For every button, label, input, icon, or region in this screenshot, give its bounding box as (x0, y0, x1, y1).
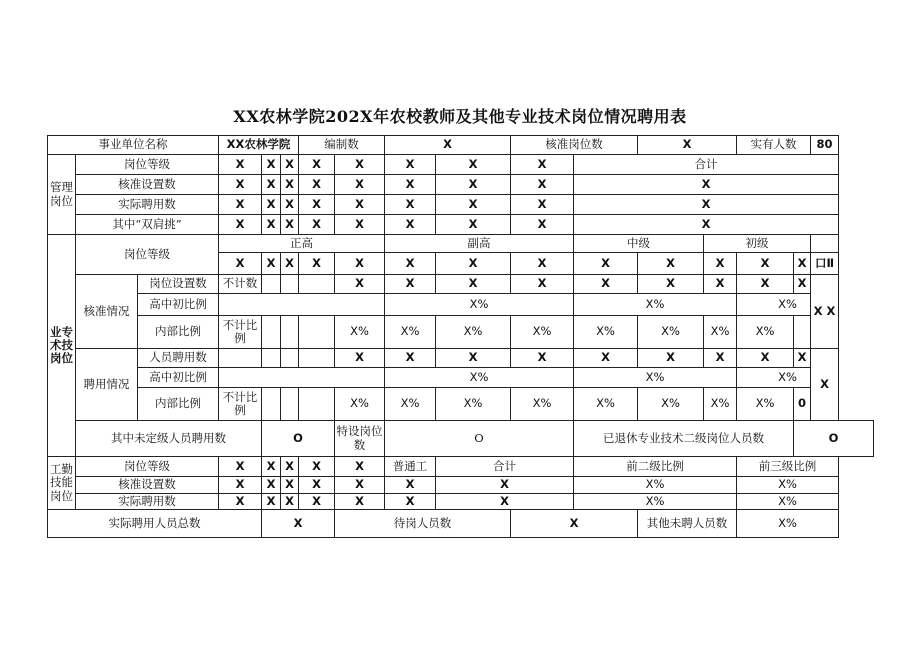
cell: X% (574, 477, 737, 494)
cell: X (574, 215, 839, 235)
unrated-label: 其中未定级人员聘用数 (76, 421, 262, 457)
cell: X% (704, 316, 737, 349)
cell: X (638, 275, 704, 294)
cell: X (385, 175, 436, 195)
cell: X% (511, 316, 574, 349)
cell: X (281, 175, 299, 195)
cell (262, 316, 281, 349)
cell: X% (574, 316, 638, 349)
cell: X (219, 457, 262, 477)
cell: X% (335, 388, 385, 421)
row-label: 其中“双肩挑” (76, 215, 219, 235)
cell: X (511, 175, 574, 195)
cell: X (335, 349, 385, 368)
approved-posts-label: 核准岗位数 (511, 136, 638, 155)
cell: X (281, 494, 299, 510)
cell: X (638, 253, 704, 275)
cell: X (704, 349, 737, 368)
cell (219, 368, 385, 388)
cell (219, 349, 262, 368)
cell: X (262, 195, 281, 215)
cell (299, 388, 335, 421)
cell: X (574, 349, 638, 368)
row-label: 核准设置数 (76, 477, 219, 494)
cell: X (794, 253, 811, 275)
cell: X (638, 349, 704, 368)
cell: 0 (794, 388, 811, 421)
prof-section-label: 业专术技岗位 (48, 235, 76, 457)
cell: X% (385, 388, 436, 421)
cell (299, 316, 335, 349)
actual-people-value: 80 (811, 136, 839, 155)
cell: X (299, 457, 335, 477)
cell: X% (385, 316, 436, 349)
cell: X (574, 175, 839, 195)
cell: X% (737, 494, 839, 510)
cell: X (299, 477, 335, 494)
cell: X% (511, 388, 574, 421)
waiting-label: 待岗人员数 (335, 510, 511, 538)
cell: X% (737, 477, 839, 494)
cell: 口Ⅱ (811, 253, 839, 275)
row-label: 岗位等级 (76, 155, 219, 175)
cell: X (281, 253, 299, 275)
cell: X (262, 253, 281, 275)
other-label: 其他未聘人员数 (638, 510, 737, 538)
row-label: 岗位设置数 (138, 275, 219, 294)
cell: X (704, 275, 737, 294)
cell: X% (574, 494, 737, 510)
table-row (48, 175, 874, 195)
cell: X% (574, 368, 737, 388)
total-hired-value: X (262, 510, 335, 538)
other-value: X% (737, 510, 839, 538)
row-label: 内部比例 (138, 388, 219, 421)
cell: X% (335, 316, 385, 349)
table-row (48, 494, 874, 510)
cell: X (511, 349, 574, 368)
cell (219, 294, 385, 316)
cell: 不计比例 (219, 388, 262, 421)
cell: X% (704, 388, 737, 421)
cell: X (704, 253, 737, 275)
row-label: 岗位等级 (76, 457, 219, 477)
cell: X (385, 494, 436, 510)
waiting-value: X (511, 510, 638, 538)
staffing-label: 编制数 (299, 136, 385, 155)
cell: X (436, 494, 574, 510)
retired-label: 已退休专业技术二级岗位人员数 (574, 421, 794, 457)
cell: X (436, 175, 511, 195)
cell: X (436, 477, 574, 494)
cell: X (436, 155, 511, 175)
table-row (48, 195, 874, 215)
cell: X% (638, 388, 704, 421)
cell: X% (436, 316, 511, 349)
cell: X (219, 494, 262, 510)
level-junior: 初级 (704, 235, 811, 253)
cell: X (335, 457, 385, 477)
cell: X (281, 195, 299, 215)
cell: X (574, 253, 638, 275)
cell: X (262, 155, 281, 175)
cell: 合计 (436, 457, 574, 477)
cell: X (335, 195, 385, 215)
cell: X (737, 253, 794, 275)
cell: X (262, 494, 281, 510)
cell: 不计比例 (219, 316, 262, 349)
level-associate: 副高 (385, 235, 574, 253)
cell: X (794, 349, 811, 368)
cell: X (511, 275, 574, 294)
row-label: 核准设置数 (76, 175, 219, 195)
cell: X X (811, 275, 839, 349)
hire-group-label: 聘用情况 (76, 349, 138, 421)
cell: X (385, 155, 436, 175)
cell: X (299, 155, 335, 175)
table-row (48, 155, 874, 175)
cell: X% (574, 388, 638, 421)
cell: X (436, 253, 511, 275)
cell: X (219, 253, 262, 275)
level-senior: 正高 (219, 235, 385, 253)
cell: X (299, 195, 335, 215)
table-row (48, 477, 874, 494)
level-mid: 中级 (574, 235, 704, 253)
unrated-value: O (262, 421, 335, 457)
cell: X (262, 457, 281, 477)
cell: X (335, 253, 385, 275)
approved-group-label: 核准情况 (76, 275, 138, 349)
cell: X (335, 275, 385, 294)
cell: X (281, 477, 299, 494)
table-row (48, 421, 874, 457)
cell: X (262, 215, 281, 235)
cell: X% (737, 368, 839, 388)
cell: X% (737, 388, 794, 421)
cell: X (299, 175, 335, 195)
cell: X (335, 494, 385, 510)
table-row (48, 294, 874, 316)
cell: X (737, 275, 794, 294)
cell: X (436, 275, 511, 294)
page-title: XX农林学院202X年农校教师及其他专业技术岗位情况聘用表 (233, 107, 687, 126)
special-label: 特设岗位数 (335, 421, 385, 457)
cell: X (335, 215, 385, 235)
cell (811, 235, 839, 253)
cell (262, 275, 281, 294)
cell: X (385, 195, 436, 215)
row-label: 高中初比例 (138, 294, 219, 316)
cell: X (219, 215, 262, 235)
total-label: 合计 (574, 155, 839, 175)
row-label: 内部比例 (138, 316, 219, 349)
cell (281, 316, 299, 349)
table-row (48, 388, 874, 421)
cell: X (281, 155, 299, 175)
cell: X (281, 457, 299, 477)
cell: X (436, 349, 511, 368)
cell: X% (385, 368, 574, 388)
cell: X (335, 155, 385, 175)
cell: X% (638, 316, 704, 349)
cell (794, 316, 811, 349)
mgmt-section-label: 管理岗位 (48, 155, 76, 235)
cell: X (299, 494, 335, 510)
cell: X (511, 215, 574, 235)
cell: X (511, 253, 574, 275)
table-row (48, 368, 874, 388)
cell: X (299, 215, 335, 235)
cell (262, 388, 281, 421)
retired-value: O (794, 421, 874, 457)
cell: X (219, 195, 262, 215)
cell: X (794, 275, 811, 294)
cell (299, 349, 335, 368)
cell: X (219, 155, 262, 175)
cell: 不计数 (219, 275, 262, 294)
cell: X (262, 477, 281, 494)
cell: X (436, 195, 511, 215)
cell: X (219, 477, 262, 494)
cell: X% (436, 388, 511, 421)
cell: X% (737, 316, 794, 349)
cell (262, 349, 281, 368)
cell: X (811, 349, 839, 421)
cell: X (262, 175, 281, 195)
cell: X (281, 215, 299, 235)
cell: 前三级比例 (737, 457, 839, 477)
cell: X (511, 195, 574, 215)
approved-posts-value: X (638, 136, 737, 155)
row-label: 人员聘用数 (138, 349, 219, 368)
row-label: 实际聘用数 (76, 195, 219, 215)
cell: X (385, 275, 436, 294)
table-row (48, 275, 874, 294)
cell: X (299, 253, 335, 275)
cell: X (574, 195, 839, 215)
unit-name-value: XX农林学院 (219, 136, 299, 155)
cell (281, 349, 299, 368)
cell: X (335, 175, 385, 195)
total-hired-label: 实际聘用人员总数 (48, 510, 262, 538)
cell: 前二级比例 (574, 457, 737, 477)
cell: X% (737, 294, 839, 316)
cell: X (574, 275, 638, 294)
header-row (48, 136, 874, 155)
cell: X (385, 253, 436, 275)
cell: 普通工 (385, 457, 436, 477)
cell: X (737, 349, 794, 368)
table-row (48, 235, 874, 253)
cell: X (219, 175, 262, 195)
cell: X (385, 215, 436, 235)
table-row (48, 349, 874, 368)
cell: X (511, 155, 574, 175)
table-row (48, 215, 874, 235)
actual-people-label: 实有人数 (737, 136, 811, 155)
cell: X (385, 477, 436, 494)
table-row (48, 510, 874, 538)
worker-section-label: 工勤技能岗位 (48, 457, 76, 510)
staffing-value: X (385, 136, 511, 155)
cell (299, 275, 335, 294)
hiring-table (47, 135, 874, 538)
cell: X (436, 215, 511, 235)
row-label: 高中初比例 (138, 368, 219, 388)
table-row (48, 316, 874, 349)
table-row (48, 457, 874, 477)
cell: X (385, 349, 436, 368)
cell: X (335, 477, 385, 494)
cell (281, 388, 299, 421)
cell (281, 275, 299, 294)
unit-name-label: 事业单位名称 (48, 136, 219, 155)
row-label: 实际聘用数 (76, 494, 219, 510)
row-label: 岗位等级 (76, 235, 219, 275)
cell: X% (385, 294, 574, 316)
special-value: O (385, 421, 574, 457)
cell: X% (574, 294, 737, 316)
